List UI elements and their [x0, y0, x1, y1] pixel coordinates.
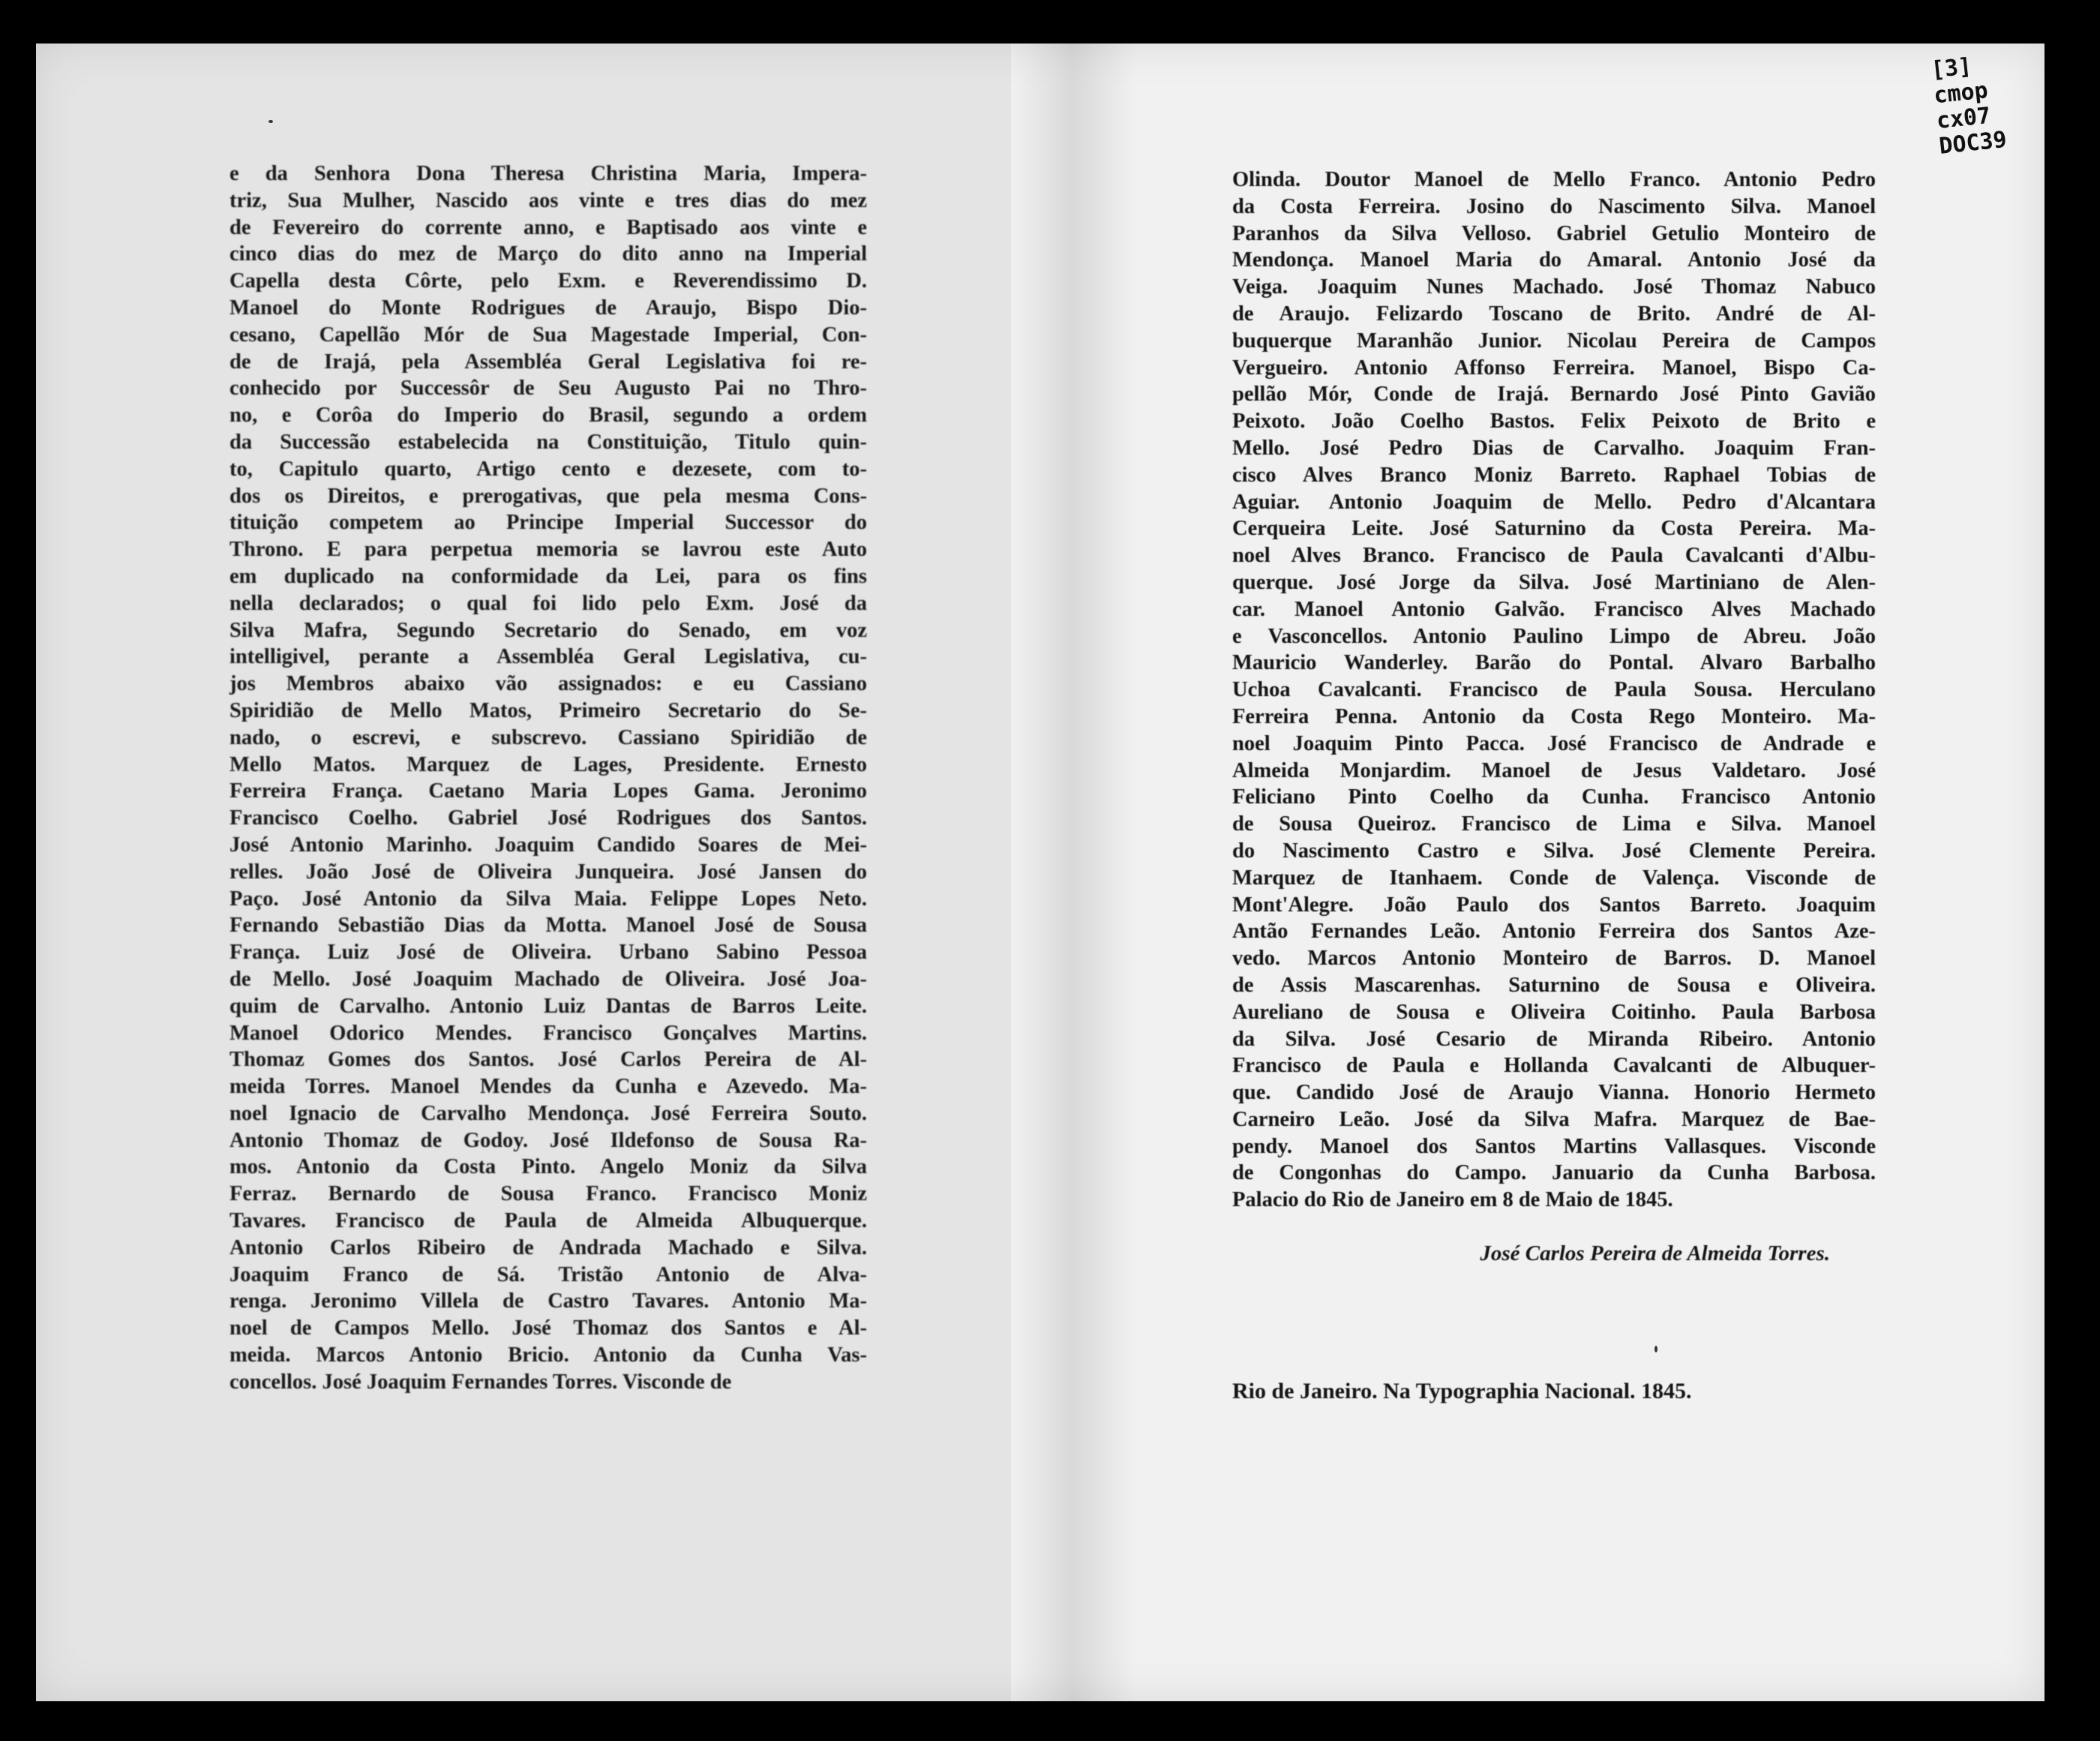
text-line: Fernando Sebastião Dias da Motta. Manoel José de Sousa [230, 914, 867, 938]
archive-note-line: cmop [1932, 77, 1990, 110]
text-line: renga. Jeronimo Villela de Castro Tavares. Antonio Ma- [230, 1289, 867, 1313]
text-line: querque. José Jorge da Silva. José Martiniano de Alen- [1232, 570, 1876, 594]
text-line: Uchoa Cavalcanti. Francisco de Paula Sousa. Herculano [1232, 678, 1876, 702]
text-line: noel Ignacio de Carvalho Mendonça. José Ferreira Souto. [230, 1101, 867, 1125]
text-line: de Assis Mascarenhas. Saturnino de Sousa e Oliveira. [1232, 973, 1876, 997]
text-line: intelligivel, perante a Assembléa Geral Legislativa, cu- [230, 645, 867, 669]
text-line: mos. Antonio da Costa Pinto. Angelo Moniz da Silva [230, 1155, 867, 1179]
text-line: e da Senhora Dona Theresa Christina Maria, Impera- [230, 162, 867, 185]
text-line: Mello. José Pedro Dias de Carvalho. Joaquim Fran- [1232, 436, 1876, 460]
text-line: França. Luiz José de Oliveira. Urbano Sabino Pessoa [230, 941, 867, 965]
text-line: Aureliano de Sousa e Oliveira Coitinho. Paula Barbosa [1232, 1000, 1876, 1024]
text-line: cisco Alves Branco Moniz Barreto. Raphael Tobias de [1232, 463, 1876, 487]
text-line: pellão Mór, Conde de Irajá. Bernardo José Pinto Gavião [1232, 383, 1876, 407]
text-line: Paranhos da Silva Velloso. Gabriel Getulio Monteiro de [1232, 221, 1876, 245]
text-line: dos os Direitos, e prerogativas, que pela mesma Cons- [230, 484, 867, 508]
right-text-column [1232, 167, 1876, 1214]
text-line: meida Torres. Manoel Mendes da Cunha e Azevedo. Ma- [230, 1075, 867, 1099]
text-line: nado, o escrevi, e subscrevo. Cassiano Spiridião de [230, 725, 867, 749]
archive-note-line: DOC39 [1937, 126, 2008, 160]
text-line: Ferreira Penna. Antonio da Costa Rego Monteiro. Ma- [1232, 704, 1876, 728]
text-line: concellos. José Joaquim Fernandes Torres. Visconde de [230, 1370, 732, 1394]
text-line: Veiga. Joaquim Nunes Machado. José Thomaz Nabuco [1232, 275, 1876, 299]
text-line: relles. João José de Oliveira Junqueira. José Jansen do [230, 860, 867, 884]
text-line: Almeida Monjardim. Manoel de Jesus Valdetaro. José [1232, 758, 1876, 782]
text-line: pendy. Manoel dos Santos Martins Vallasques. Visconde [1232, 1134, 1876, 1158]
text-line: do Nascimento Castro e Silva. José Clemente Pereira. [1232, 839, 1876, 863]
paper-speck [1654, 1346, 1658, 1352]
text-line: triz, Sua Mulher, Nascido aos vinte e tres dias do mez [230, 188, 867, 212]
text-line: de Fevereiro do corrente anno, e Baptisado aos vinte e [230, 215, 867, 239]
text-line: Cerqueira Leite. José Saturnino da Costa Pereira. Ma- [1232, 517, 1876, 541]
text-line: Aguiar. Antonio Joaquim de Mello. Pedro d'Alcantara [1232, 490, 1876, 514]
text-line: Feliciano Pinto Coelho da Cunha. Francisco Antonio [1232, 785, 1876, 809]
text-line: da Successão estabelecida na Constituição, Titulo quin- [230, 430, 867, 454]
text-line: José Antonio Marinho. Joaquim Candido Soares de Mei- [230, 833, 867, 857]
text-line: Thomaz Gomes dos Santos. José Carlos Pereira de Al- [230, 1048, 867, 1072]
printer-imprint: Rio de Janeiro. Na Typographia Nacional. 1845. [1232, 1379, 1692, 1403]
text-line: Antão Fernandes Leão. Antonio Ferreira dos Santos Aze- [1232, 920, 1876, 944]
text-line: de Sousa Queiroz. Francisco de Lima e Silva. Manoel [1232, 812, 1876, 836]
text-line: buquerque Maranhão Junior. Nicolau Pereira de Campos [1232, 329, 1876, 353]
archive-handwritten-note [1930, 47, 2044, 160]
text-line: Silva Mafra, Segundo Secretario do Senado, em voz [230, 618, 867, 642]
text-line: e Vasconcellos. Antonio Paulino Limpo de Abreu. João [1232, 624, 1876, 648]
text-line: quim de Carvalho. Antonio Luiz Dantas de Barros Leite. [230, 994, 867, 1018]
text-line: Paço. José Antonio da Silva Maia. Felippe Lopes Neto. [230, 887, 867, 911]
text-line: meida. Marcos Antonio Bricio. Antonio da Cunha Vas- [230, 1343, 867, 1367]
text-line: Tavares. Francisco de Paula de Almeida Albuquerque. [230, 1209, 867, 1233]
text-line: Manoel do Monte Rodrigues de Araujo, Bispo Dio- [230, 296, 867, 320]
text-line: Francisco Coelho. Gabriel José Rodrigues dos Santos. [230, 806, 867, 830]
archive-note-line: cx07 [1935, 102, 1992, 135]
text-line: Capella desta Côrte, pelo Exm. e Reverendissimo D. [230, 269, 867, 293]
text-line: cesano, Capellão Mór de Sua Magestade Imperial, Con- [230, 323, 867, 347]
left-text-column [230, 161, 867, 1396]
text-line: car. Manoel Antonio Galvão. Francisco Alves Machado [1232, 597, 1876, 621]
text-line: Spiridião de Mello Matos, Primeiro Secretario do Se- [230, 698, 867, 722]
text-line: vedo. Marcos Antonio Monteiro de Barros. D. Manoel [1232, 947, 1876, 971]
text-line: de de Irajá, pela Assembléa Geral Legislativa foi re- [230, 350, 867, 374]
text-line: de Mello. José Joaquim Machado de Oliveira. José Joa- [230, 967, 867, 991]
text-line: Palacio do Rio de Janeiro em 8 de Maio de 1845. [1232, 1188, 1673, 1212]
text-line: Antonio Thomaz de Godoy. José Ildefonso de Sousa Ra- [230, 1128, 867, 1152]
text-line: jos Membros abaixo vão assignados: e eu Cassiano [230, 672, 867, 696]
text-line: Mauricio Wanderley. Barão do Pontal. Alvaro Barbalho [1232, 651, 1876, 675]
text-line: que. Candido José de Araujo Vianna. Honorio Hermeto [1232, 1081, 1876, 1105]
text-line: cinco dias do mez de Março do dito anno na Imperial [230, 242, 867, 266]
text-line: Marquez de Itanhaem. Conde de Valença. Visconde de [1232, 866, 1876, 890]
text-line: Mello Matos. Marquez de Lages, Presidente. Ernesto [230, 752, 867, 776]
text-line: Francisco de Paula e Hollanda Cavalcanti de Albuquer- [1232, 1054, 1876, 1078]
text-line: noel Joaquim Pinto Pacca. José Francisco de Andrade e [1232, 731, 1876, 755]
page-fold-shadow [1009, 44, 1136, 1701]
text-line: noel de Campos Mello. José Thomaz dos Santos e Al- [230, 1316, 867, 1340]
archive-note-line: [3] [1930, 53, 1973, 84]
text-line: em duplicado na conformidade da Lei, para os fins [230, 564, 867, 588]
text-line: Manoel Odorico Mendes. Francisco Gonçalves Martins. [230, 1021, 867, 1045]
text-line: da Silva. José Cesario de Miranda Ribeiro. Antonio [1232, 1027, 1876, 1051]
text-line: de Araujo. Felizardo Toscano de Brito. André de Al- [1232, 302, 1876, 326]
text-line: Mendonça. Manoel Maria do Amaral. Antonio José da [1232, 248, 1876, 272]
text-line: de Congonhas do Campo. Januario da Cunha Barbosa. [1232, 1161, 1876, 1185]
text-line: no, e Corôa do Imperio do Brasil, segundo a ordem [230, 404, 867, 428]
text-line: Antonio Carlos Ribeiro de Andrada Machado e Silva. [230, 1235, 867, 1259]
text-line: Olinda. Doutor Manoel de Mello Franco. Antonio Pedro [1232, 168, 1876, 191]
text-line: Vergueiro. Antonio Affonso Ferreira. Manoel, Bispo Ca- [1232, 356, 1876, 380]
text-line: nella declarados; o qual foi lido pelo Exm. José da [230, 591, 867, 615]
text-line: Mont'Alegre. João Paulo dos Santos Barreto. Joaquim [1232, 893, 1876, 917]
text-line: Joaquim Franco de Sá. Tristão Antonio de Alva- [230, 1262, 867, 1286]
text-line: Ferreira França. Caetano Maria Lopes Gama. Jeronimo [230, 779, 867, 803]
text-line: Throno. E para perpetua memoria se lavrou este Auto [230, 538, 867, 562]
text-line: noel Alves Branco. Francisco de Paula Cavalcanti d'Albu- [1232, 544, 1876, 568]
text-line: conhecido por Successôr de Seu Augusto Pai no Thro- [230, 377, 867, 401]
text-line: tituição competem ao Principe Imperial Successor do [230, 511, 867, 535]
text-line: Peixoto. João Coelho Bastos. Felix Peixoto de Brito e [1232, 410, 1876, 434]
text-line: Carneiro Leão. José da Silva Mafra. Marquez de Bae- [1232, 1107, 1876, 1131]
text-line: Ferraz. Bernardo de Sousa Franco. Francisco Moniz [230, 1182, 867, 1206]
paper-speck [268, 120, 273, 123]
text-line: to, Capitulo quarto, Artigo cento e dezesete, com to- [230, 457, 867, 481]
text-line: da Costa Ferreira. Josino do Nascimento Silva. Manoel [1232, 194, 1876, 218]
signature-line: José Carlos Pereira de Almeida Torres. [1480, 1241, 1830, 1265]
